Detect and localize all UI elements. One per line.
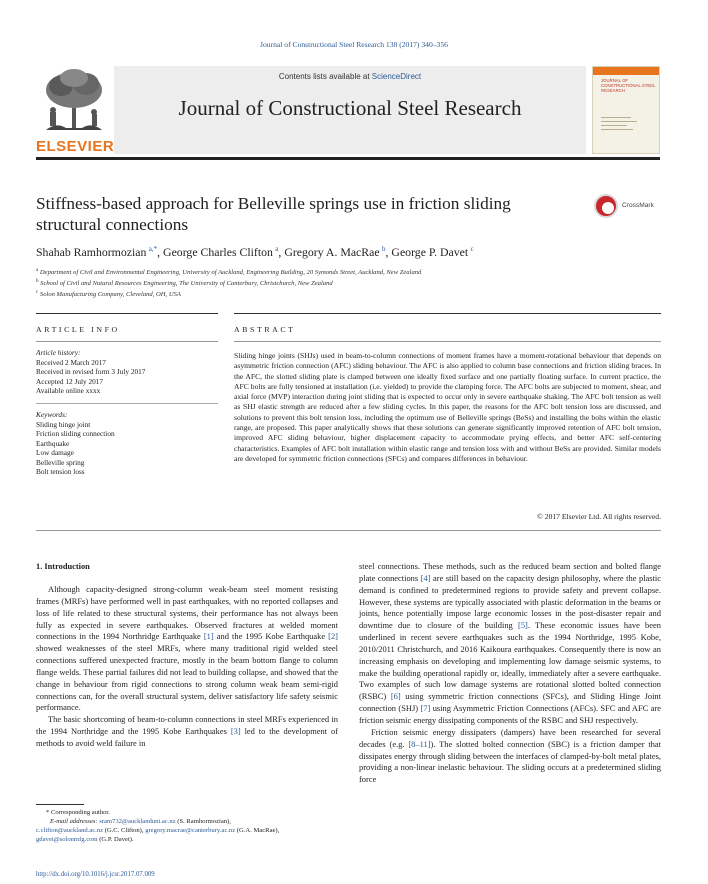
keyword: Bolt tension loss — [36, 467, 85, 476]
doi-link[interactable]: http://dx.doi.org/10.1016/j.jcsr.2017.07.009 — [36, 871, 155, 878]
divider — [234, 341, 661, 342]
article-info-heading: ARTICLE INFO — [36, 325, 120, 334]
divider — [36, 403, 218, 404]
paragraph: Friction seismic energy dissipaters (dampers) have been researched for several decades (e.g. [8–11]). The slotted bolted connection (SBC) is a friction damper that dissipates energy through sliding between the interfaces of clamped-by-bolt metal plates, providing a non-linear inelastic behaviour. The sliding occurs at a predetermined sliding force — [359, 726, 661, 785]
history-item: Accepted 12 July 2017 — [36, 376, 104, 386]
article-history — [36, 348, 218, 396]
email-line: c.clifton@auckland.ac.nz (G.C. Clifton), gregory.macrae@canterbury.ac.nz (G.A. MacRae), — [36, 827, 280, 834]
keywords — [36, 410, 218, 477]
journal-title[interactable]: Journal of Constructional Steel Research — [178, 96, 522, 120]
elsevier-logo — [36, 66, 115, 155]
history-item: Available online xxxx — [36, 386, 101, 395]
email-link[interactable]: c.clifton@auckland.ac.nz — [36, 827, 104, 834]
citation-link[interactable]: [8–11] — [408, 738, 431, 749]
footnote-rule — [36, 804, 84, 805]
keywords-label: Keywords: — [36, 410, 68, 419]
divider — [36, 313, 218, 314]
email-line: gdavet@solonmfg.com (G.P. Davet). — [36, 836, 134, 843]
sciencedirect-link[interactable]: ScienceDirect — [371, 72, 422, 81]
journal-banner — [114, 66, 586, 154]
author-name[interactable]: Gregory A. MacRae — [284, 245, 380, 259]
affiliation: $^a$ Department of Civil and Environmental Engineering, University of Auckland, Engineering Building, 20 Symonds Street, Auckland, New Zealand — [36, 268, 422, 277]
author-sup[interactable]: b — [382, 245, 386, 254]
affiliation: $^b$ School of Civil and Natural Resources Engineering, The University of Canterbury, Christchurch, New Zealand — [36, 279, 333, 288]
author-list: Shahab Ramhormozian $^{a,*}$, George Charles Clifton $^a$, Gregory A. MacRae $^b$, George P. Davet $^c$ — [36, 245, 474, 259]
email-line: E-mail addresses: sram732@aucklanduni.ac.nz (S. Ramhormozian), — [50, 818, 231, 825]
section-heading: 1. Introduction — [36, 562, 90, 571]
history-label: Article history: — [36, 348, 81, 357]
paragraph: steel connections. These methods, such as the reduced beam section and bolted flange plate connections [4] are still based on the capacity design philosophy, where the plastic demand is confined to predetermined regions to provide safety and prevent collapse. However, these systems are typically associated with plastic deformation in the beams or joints, hence potentially impose large economic losses in the post-disaster repair and downtime due to closure of the building [5]. These economic issues have been underlined in recent severe earthquakes such as the 1994 Northridge, 1995 Kobe, 2010/2011 Christchurch, and 2016 Kaikoura earthquakes. Consequently there is now an increasing emphasis on developing and implementing low damage seismic systems, to make the building operational rapidly or, ideally, immediately after a severe earthquake. Two examples of such low damage systems are rotational slotted bolted connection (RSBC) [6] using symmetric friction connections (SFCs), and Sliding Hinge Joint connection (SHJ) [7] using Asymmetric Friction Connections (AFCs). SFC and AFC are friction seismic energy dissipating components of the RSBC and SHJ respectively. — [359, 561, 661, 725]
keyword: Sliding hinge joint — [36, 419, 91, 429]
elsevier-tree-icon — [36, 66, 112, 136]
author-name[interactable]: George P. Davet — [391, 245, 469, 259]
contents-line — [114, 72, 586, 81]
author-sup[interactable]: c — [470, 245, 474, 254]
paragraph: The basic shortcoming of beam-to-column connections in steel MRFs experienced in the 1994 Northridge and the 1995 Kobe Earthquakes [3] led to the development of methods to avoid weld failure in — [36, 714, 339, 748]
divider — [36, 530, 661, 531]
crossmark-icon — [594, 194, 618, 218]
citation-link[interactable]: [4] — [420, 572, 431, 583]
keyword: Earthquake — [36, 438, 70, 448]
citation-link[interactable]: [6] — [390, 691, 401, 702]
citation-link[interactable]: [5] — [518, 620, 528, 631]
history-item: Received 2 March 2017 — [36, 357, 106, 367]
journal-citation[interactable]: Journal of Constructional Steel Research 138 (2017) 340–356 — [260, 40, 448, 49]
corresponding-author: * Corresponding author. — [46, 809, 110, 816]
abstract-heading: ABSTRACT — [234, 325, 296, 334]
copyright: © 2017 Elsevier Ltd. All rights reserved. — [537, 512, 661, 521]
email-link[interactable]: gregory.macrae@canterbury.ac.nz — [145, 827, 236, 834]
author-sup[interactable]: a,* — [148, 245, 158, 254]
citation-link[interactable]: [2] — [328, 631, 338, 642]
citation-link[interactable]: [7] — [420, 703, 431, 714]
divider — [36, 341, 218, 342]
contents-prefix: Contents lists available at — [278, 72, 372, 81]
citation-link[interactable]: [1] — [203, 631, 214, 642]
keyword: Low damage — [36, 448, 74, 457]
journal-cover-thumbnail[interactable] — [592, 66, 660, 154]
abstract-text: Sliding hinge joints (SHJs) used in beam-to-column connections of moment frames have a moment-rotational behaviour that depends on asymmetric friction connection (AFC) sliding behaviour. The AFC is also applied to column base connections and friction sliding braces. In the AFC, the slotted sliding plate is clamped between one ideally fixed surface and one partially floating surface. In current practice, the AFC bolts are fully tensioned at installation (i.e. yielded) to provide the clamping force. The AFC bolts are subjected to moment, shear, and axial force (MVP) interaction during joint sliding that is expected to occur only in severe earthquake shaking. The AFC bolt tension as well as SHJ elastic strength are reduced after a few sliding cycles. In this paper, the reasons for the AFC bolt tension loss are discussed, and solutions to prevent this bolt tension loss, including the optimum use of Belleville springs (BeSs) and installing the bolts within the elastic range, are proposed. This paper analytically shows that these solutions can generate significantly improved retention of AFC bolt tension, improved AFC sliding behaviour, higher displacement capacity to accommodate prying effects, and better AFC self-centering characteristics. Examples of AFC bolt installation within elastic range and tension loss with and without BeSs are provided. Similar models are developed for symmetric friction connections (SFCs) and compares differences in behaviour. — [234, 351, 661, 463]
cover-title: JOURNAL OF CONSTRUCTIONAL STEEL RESEARCH — [601, 78, 656, 93]
body-right-column — [359, 561, 661, 786]
citation-link[interactable]: [3] — [230, 726, 241, 737]
paragraph: Although capacity-designed strong-column weak-beam steel moment resisting frames (MRFs) have performed well in past earthquakes, with no reported collapses and loss of life related to these structural systems, their performance has not always been fully as expected in severe earthquakes. Observed fractures at welded moment connections in the 1994 Northridge Earthquake [1] and the 1995 Kobe Earthquake [2] showed weaknesses of the steel MRFs, where many traditional rigid welded steel connections suffered unexpected fracture, mostly in the beam bottom flange to column flange welds. These partial failures did not lead to building collapse, and showed that the change in behaviour from rigid connections to strong column weak beam semi-rigid connections can, for the overall structural system, deliver satisfactory life safety seismic performance. — [36, 584, 338, 713]
publisher-name: ELSEVIER — [36, 138, 115, 155]
keyword: Belleville spring — [36, 457, 85, 467]
affiliation: $^c$ Solon Manufacturing Company, Cleveland, OH, USA — [36, 290, 181, 299]
cover-band — [593, 67, 659, 75]
crossmark-label: CrossMark — [622, 202, 654, 209]
article-title: Stiffness-based approach for Belleville springs use in friction sliding structural connections — [36, 194, 511, 234]
author-name[interactable]: Shahab Ramhormozian — [36, 245, 147, 259]
divider — [234, 313, 661, 314]
author-name[interactable]: George Charles Clifton — [163, 245, 273, 259]
body-left-column — [36, 584, 338, 750]
history-item: Received in revised form 3 July 2017 — [36, 367, 146, 376]
header-rule — [36, 157, 660, 160]
keyword: Friction sliding connection — [36, 429, 115, 438]
email-link[interactable]: gdavet@solonmfg.com — [36, 836, 98, 843]
author-sup[interactable]: a — [275, 245, 279, 254]
email-link[interactable]: sram732@aucklanduni.ac.nz — [99, 818, 176, 825]
footnote — [36, 808, 338, 844]
